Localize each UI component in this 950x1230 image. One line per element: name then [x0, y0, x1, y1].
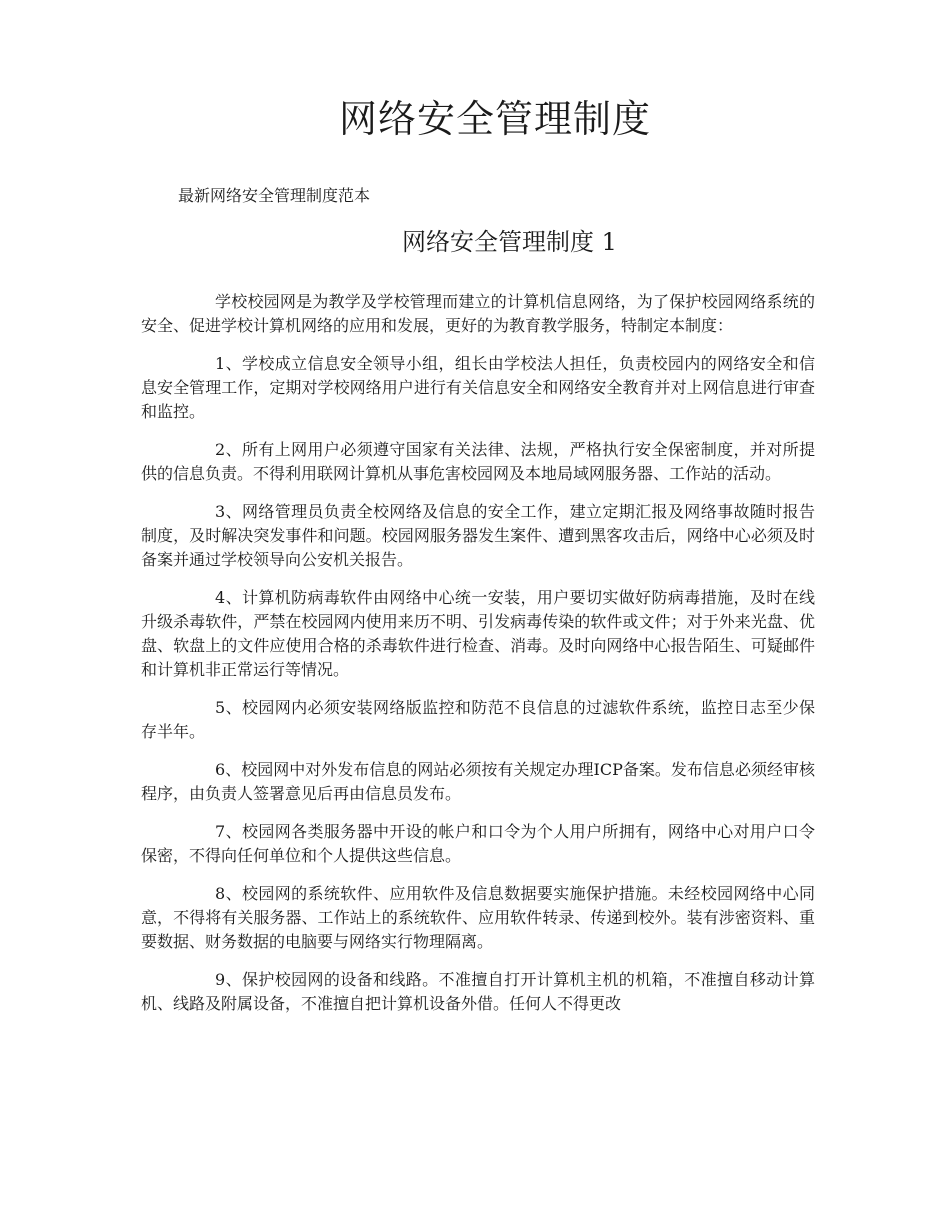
clause-5-paragraph: 5、校园网内必须安装网络版监控和防范不良信息的过滤软件系统，监控日志至少保存半年。 — [141, 698, 815, 741]
clause-2-paragraph: 2、所有上网用户必须遵守国家有关法律、法规，严格执行安全保密制度，并对所提供的信息负责。不得利用联网计算机从事危害校园网及本地局域网服务器、工作站的活动。 — [141, 440, 815, 483]
section-title: 网络安全管理制度 1 — [402, 228, 617, 256]
intro-paragraph: 学校校园网是为教学及学校管理而建立的计算机信息网络，为了保护校园网络系统的安全、促进学校计算机网络的应用和发展，更好的为教育教学服务，特制定本制度： — [141, 292, 815, 335]
clause-7-paragraph: 7、校园网各类服务器中开设的帐户和口令为个人用户所拥有，网络中心对用户口令保密，不得向任何单位和个人提供这些信息。 — [141, 822, 815, 865]
clause-3-paragraph: 3、网络管理员负责全校网络及信息的安全工作，建立定期汇报及网络事故随时报告制度，及时解决突发事件和问题。校园网服务器发生案件、遭到黑客攻击后，网络中心必须及时备案并通过学校领导向公安机关报告。 — [141, 502, 815, 569]
document-title: 网络安全管理制度 — [338, 97, 651, 141]
document-body — [141, 290, 815, 1030]
clause-6-paragraph: 6、校园网中对外发布信息的网站必须按有关规定办理ICP备案。发布信息必须经审核程序，由负责人签署意见后再由信息员发布。 — [141, 760, 815, 803]
clause-1-paragraph: 1、学校成立信息安全领导小组，组长由学校法人担任，负责校园内的网络安全和信息安全管理工作，定期对学校网络用户进行有关信息安全和网络安全教育并对上网信息进行审查和监控。 — [141, 354, 815, 421]
document-subtitle: 最新网络安全管理制度范本 — [178, 186, 371, 205]
clause-4-paragraph: 4、计算机防病毒软件由网络中心统一安装，用户要切实做好防病毒措施，及时在线升级杀毒软件，严禁在校园网内使用来历不明、引发病毒传染的软件或文件；对于外来光盘、优盘、软盘上的文件应使用合格的杀毒软件进行检查、消毒。及时向网络中心报告陌生、可疑邮件和计算机非正常运行等情况。 — [141, 588, 815, 679]
clause-8-paragraph: 8、校园网的系统软件、应用软件及信息数据要实施保护措施。未经校园网络中心同意，不得将有关服务器、工作站上的系统软件、应用软件转录、传递到校外。装有涉密资料、重要数据、财务数据的电脑要与网络实行物理隔离。 — [141, 884, 815, 951]
clause-9-paragraph: 9、保护校园网的设备和线路。不准擅自打开计算机主机的机箱，不准擅自移动计算机、线路及附属设备，不准擅自把计算机设备外借。任何人不得更改 — [141, 970, 815, 1013]
